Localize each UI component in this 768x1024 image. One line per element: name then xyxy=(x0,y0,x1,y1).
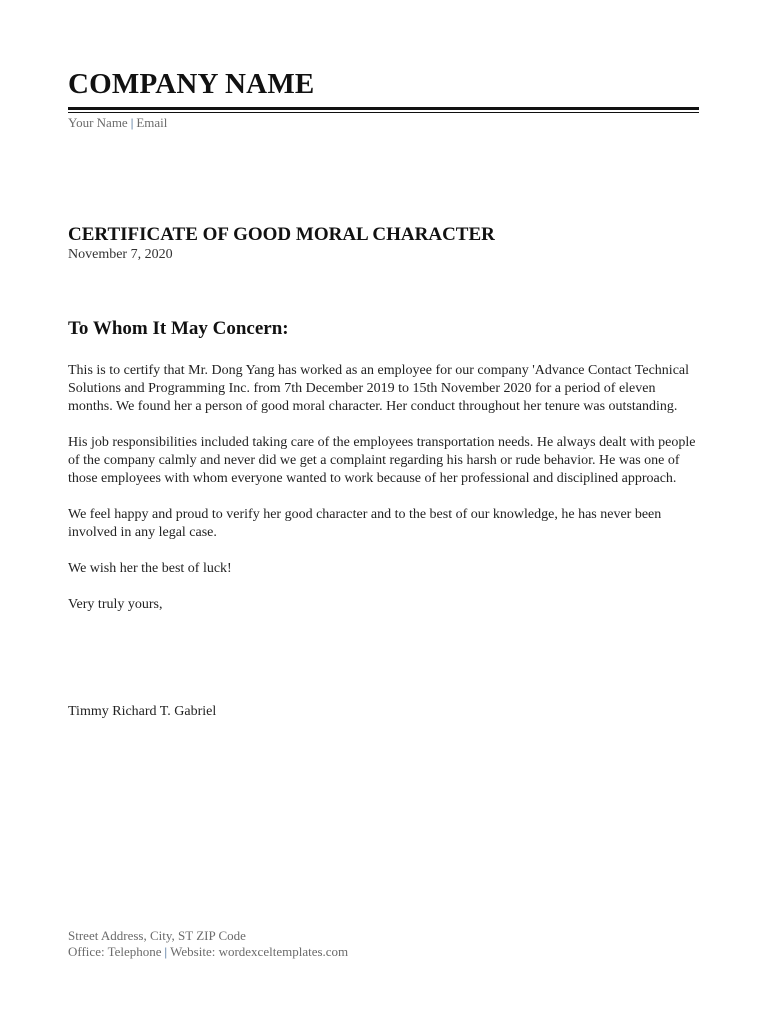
body-paragraph-4: We wish her the best of luck! xyxy=(68,561,232,576)
footer-separator: | xyxy=(164,944,168,959)
signature-name: Timmy Richard T. Gabriel xyxy=(68,704,217,719)
salutation: To Whom It May Concern: xyxy=(68,318,289,339)
certificate-title: CERTIFICATE OF GOOD MORAL CHARACTER xyxy=(68,224,495,245)
body-paragraph-3: We feel happy and proud to verify her good character and to the best of our knowledge, he has never been involved in any legal case. xyxy=(68,507,662,540)
your-name-text: Your Name xyxy=(68,115,128,130)
email-text: Email xyxy=(136,115,168,130)
footer-website: Website: wordexceltemplates.com xyxy=(170,944,349,959)
contact-line xyxy=(68,115,167,131)
body-paragraph-2: His job responsibilities included taking care of the employees transportation needs. He always dealt with people of the company calmly and never did we get a complaint regarding his harsh or rude behavior. He was one of those employees with whom everyone wanted to work because of her professional and disciplined approach. xyxy=(68,435,696,486)
footer-contact-line xyxy=(68,944,348,960)
letter-body xyxy=(68,362,702,632)
footer-office: Office: Telephone xyxy=(68,944,162,959)
footer-address: Street Address, City, ST ZIP Code xyxy=(68,928,246,943)
contact-separator: | xyxy=(130,115,134,130)
header-rule-thin xyxy=(68,112,699,113)
header-rule-thick xyxy=(68,107,699,110)
company-name: COMPANY NAME xyxy=(68,68,315,100)
footer xyxy=(68,928,348,960)
closing-line: Very truly yours, xyxy=(68,597,163,612)
body-paragraph-1: This is to certify that Mr. Dong Yang has worked as an employee for our company 'Advance Contact Technical Solutions and Programming Inc. from 7th December 2019 to 15th November 2020 for a period of eleven months. We found her a person of good moral character. Her conduct throughout her tenure was outstanding. xyxy=(68,363,690,414)
certificate-date: November 7, 2020 xyxy=(68,247,173,262)
